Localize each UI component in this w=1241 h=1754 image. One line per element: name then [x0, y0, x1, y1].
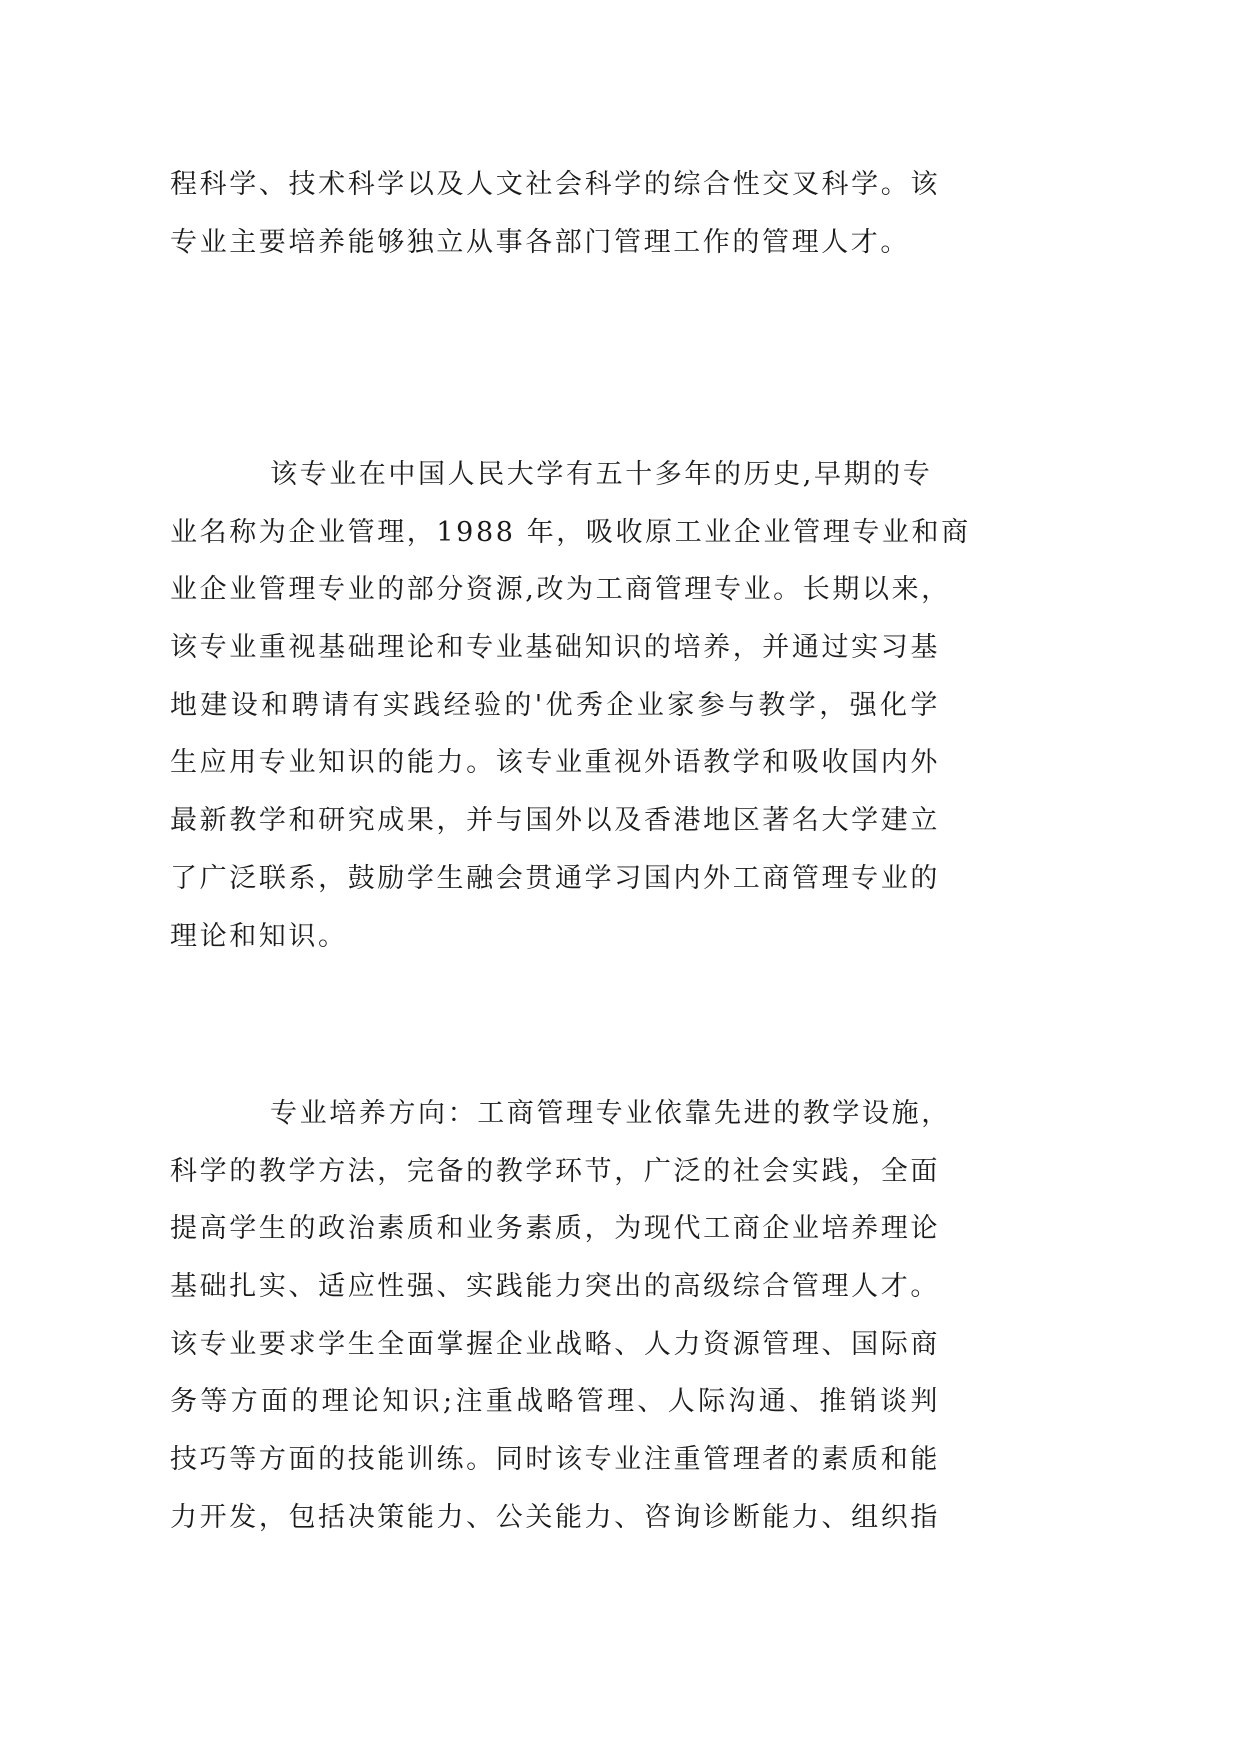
paragraph-1 [170, 156, 940, 271]
text-line: 地建设和聘请有实践经验的'优秀企业家参与教学，强化学 [170, 689, 940, 721]
text-line: 业名称为企业管理，1988 年，吸收原工业企业管理专业和商 [170, 516, 971, 548]
text-line: 该专业在中国人民大学有五十多年的历史,早期的专 [270, 459, 933, 490]
paragraph-2 [170, 446, 971, 965]
text-line: 技巧等方面的技能训练。同时该专业注重管理者的素质和能 [170, 1444, 940, 1476]
text-line: 该专业要求学生全面掌握企业战略、人力资源管理、国际商 [170, 1328, 940, 1360]
text-line: 专业培养方向：工商管理专业依靠先进的教学设施， [270, 1098, 951, 1129]
text-line: 最新教学和研究成果，并与国外以及香港地区著名大学建立 [170, 805, 940, 837]
text-line: 务等方面的理论知识;注重战略管理、人际沟通、推销谈判 [170, 1386, 940, 1418]
text-line: 业企业管理专业的部分资源,改为工商管理专业。长期以来， [170, 574, 951, 606]
text-line: 程科学、技术科学以及人文社会科学的综合性交叉科学。该 [170, 169, 940, 200]
text-line: 提高学生的政治素质和业务素质，为现代工商企业培养理论 [170, 1213, 940, 1245]
text-line: 力开发，包括决策能力、公关能力、咨询诊断能力、组织指 [170, 1501, 940, 1533]
text-line: 理论和知识。 [170, 920, 348, 952]
paragraph-3 [170, 1085, 951, 1547]
text-line: 该专业重视基础理论和专业基础知识的培养，并通过实习基 [170, 632, 940, 664]
text-line: 生应用专业知识的能力。该专业重视外语教学和吸收国内外 [170, 747, 940, 779]
text-line: 科学的教学方法，完备的教学环节，广泛的社会实践，全面 [170, 1155, 940, 1187]
text-line: 了广泛联系，鼓励学生融会贯通学习国内外工商管理专业的 [170, 862, 940, 894]
text-line: 基础扎实、适应性强、实践能力突出的高级综合管理人才。 [170, 1271, 940, 1303]
text-line: 专业主要培养能够独立从事各部门管理工作的管理人才。 [170, 226, 910, 258]
